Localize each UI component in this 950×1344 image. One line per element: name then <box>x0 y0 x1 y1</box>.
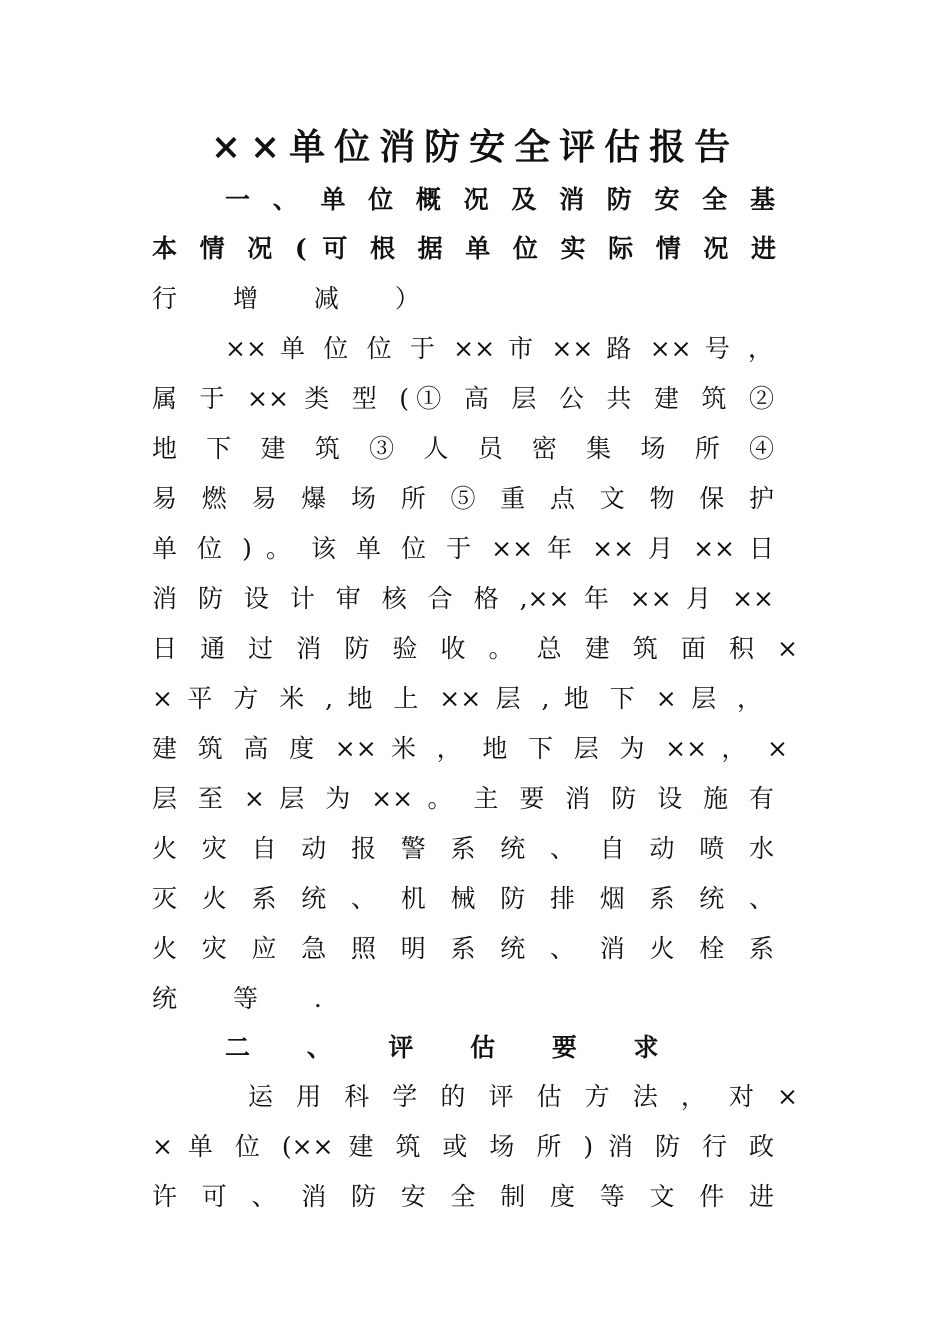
section-heading-2: 二 、 评 估 要 求 <box>225 1033 683 1062</box>
paragraph-1-line-14: 统 等 . <box>152 984 346 1013</box>
paragraph-2-line-1: 运 用 科 学 的 评 估 方 法 ， 对 × <box>248 1082 798 1111</box>
section-heading-1-line-2: 本 情 况 ( 可 根 据 单 位 实 际 情 况 进 <box>152 234 776 263</box>
paragraph-1-line-11: 火 灾 自 动 报 警 系 统 、 自 动 喷 水 <box>152 834 774 863</box>
paragraph-1-line-8: × 平 方 米 , 地 上 ×× 层 , 地 下 × 层 ， <box>152 684 762 713</box>
section-heading-1-line-3: 行 增 减 ） <box>152 284 444 313</box>
paragraph-1-line-4: 易 燃 易 爆 场 所 ⑤ 重 点 文 物 保 护 <box>152 484 774 513</box>
paragraph-1-line-3: 地 下 建 筑 ③ 人 员 密 集 场 所 ④ <box>152 434 774 463</box>
paragraph-1-line-13: 火 灾 应 急 照 明 系 统 、 消 火 栓 系 <box>152 934 774 963</box>
paragraph-1-line-9: 建 筑 高 度 ×× 米 ， 地 下 层 为 ×× ， × <box>152 734 788 763</box>
paragraph-1-line-2: 属 于 ×× 类 型 (① 高 层 公 共 建 筑 ② <box>152 384 774 413</box>
document-title: ××单位消防安全评估报告 <box>210 126 740 168</box>
paragraph-1-line-1: ×× 单 位 位 于 ×× 市 ×× 路 ×× 号 ， <box>225 334 773 363</box>
paragraph-1-line-7: 日 通 过 消 防 验 收 。 总 建 筑 面 积 × <box>152 634 798 663</box>
section-heading-1-line-1: 一 、 单 位 概 况 及 消 防 安 全 基 <box>225 185 775 214</box>
paragraph-1-line-10: 层 至 × 层 为 ×× 。 主 要 消 防 设 施 有 <box>152 784 774 813</box>
paragraph-1-line-5: 单 位 ) 。 该 单 位 于 ×× 年 ×× 月 ×× 日 <box>152 534 774 563</box>
paragraph-1-line-6: 消 防 设 计 审 核 合 格 ,×× 年 ×× 月 ×× <box>152 584 774 613</box>
paragraph-1-line-12: 灭 火 系 统 、 机 械 防 排 烟 系 统 、 <box>152 884 774 913</box>
paragraph-2-line-2: × 单 位 (×× 建 筑 或 场 所 ) 消 防 行 政 <box>152 1132 774 1161</box>
paragraph-2-line-3: 许 可 、 消 防 安 全 制 度 等 文 件 进 <box>152 1182 774 1211</box>
